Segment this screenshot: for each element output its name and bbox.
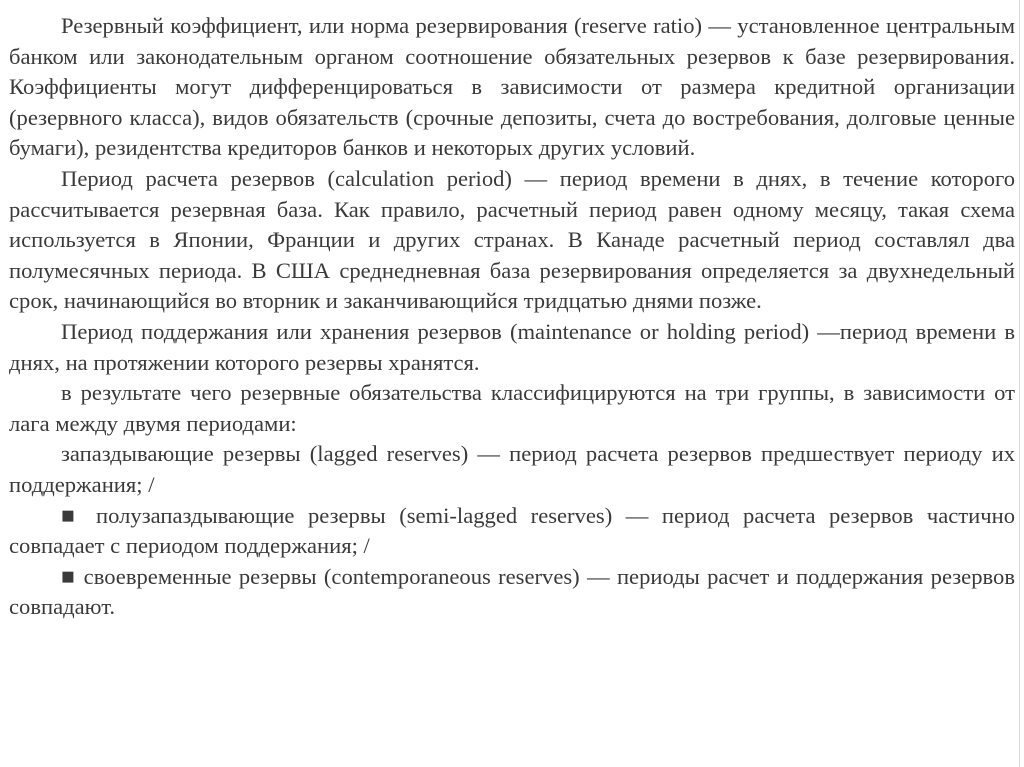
paragraph-reserve-ratio: Резервный коэффициент, или норма резервирования (reserve ratio) — установленное центральным банком или законодательным органом соотношение обязательных резервов к базе резервирования. Коэффициенты могут дифференцироваться в зависимости от размера кредитной организации (резервного класса), видов обязательств (срочные депозиты, счета до востребования, долговые ценные бумаги), резидентства кредиторов банков и некоторых других условий. bbox=[9, 13, 1015, 161]
list-item-lagged-reserves: запаздывающие резервы (lagged reserves) — период расчета резервов предшествует периоду их поддержания; / bbox=[9, 441, 1015, 497]
list-item-contemporaneous-reserves: ■ своевременные резервы (contemporaneous reserves) — периоды расчет и поддержания резервов совпадают. bbox=[9, 563, 1015, 620]
list-item-semi-lagged-reserves: ■ полузапаздывающие резервы (semi-lagged reserves) — период расчета резервов частично совпадает с периодом поддержания; / bbox=[9, 502, 1015, 559]
document-body bbox=[9, 11, 1015, 623]
page-edge-divider bbox=[1019, 0, 1020, 767]
paragraph-maintenance-period: Период поддержания или хранения резервов (maintenance or holding period) —период времени в днях, на протяжении которого резервы хранятся. bbox=[9, 318, 1015, 375]
paragraph-calculation-period: Период расчета резервов (calculation period) — период времени в днях, в течение которого рассчитывается резервная база. Как правило, расчетный период равен одному месяцу, такая схема используется в Японии, Франции и других странах. В Канаде расчетный период составлял два полумесячных периода. В США среднедневная база резервирования определяется за двухнедельный срок, начинающийся во вторник и заканчивающийся тридцатью днями позже. bbox=[9, 165, 1015, 314]
paragraph-classification: в результате чего резервные обязательства классифицируются на три группы, в зависимости от лага между двумя периодами: bbox=[9, 380, 1015, 436]
